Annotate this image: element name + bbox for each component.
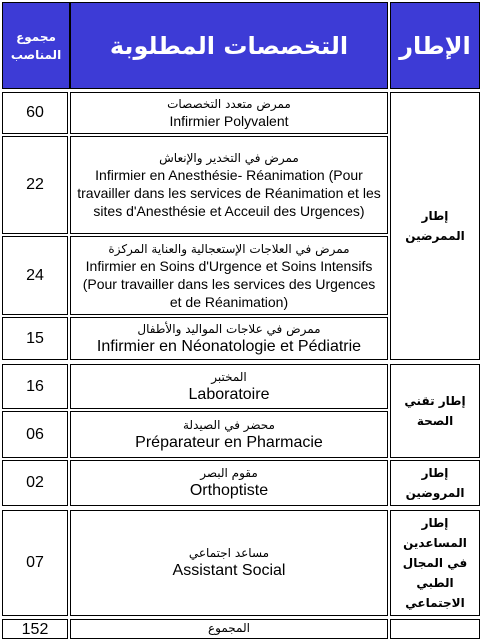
count-cell: 06 [2, 411, 68, 458]
header-count-line2: المناصب [10, 47, 62, 62]
specialty-ar: ممرض متعدد التخصصات [167, 97, 291, 111]
specialty-ar: محضر في الصيدلة [183, 417, 275, 432]
cadre-cell-social-medical-assistants [390, 510, 480, 616]
specialty-cell [70, 236, 388, 315]
specialty-ar: ممرض في علاجات المواليد والأطفال [137, 321, 321, 336]
header-count-line1: مجموع [16, 29, 56, 44]
cadre-label-line1: إطار [421, 209, 449, 223]
cadre-label-line1: إطار [421, 466, 449, 480]
cadre-cell-nurses [390, 92, 480, 360]
specialty-fr: Orthoptiste [189, 482, 269, 499]
cadre-label-line4: الطبي [416, 576, 454, 590]
cadre-label-line2: المساعدين [403, 536, 467, 550]
total-cadre-cell [390, 619, 480, 639]
specialty-cell [70, 411, 388, 458]
specialty-fr: Assistant Social [172, 562, 286, 579]
count-cell: 16 [2, 364, 68, 409]
specialty-fr: Infirmier en Soins d'Urgence et Soins Intensifs (Pour travailler dans les services des Urgences et de Réanimation) [82, 257, 376, 310]
count-cell: 02 [2, 460, 68, 506]
specialty-cell [70, 460, 388, 506]
count-cell: 22 [2, 136, 68, 234]
cadre-cell-health-technicians [390, 364, 480, 458]
specialty-ar: مقوم البصر [200, 466, 258, 480]
cadre-label-line1: إطار تقني [404, 394, 466, 408]
cadre-label-line2: الممرضين [405, 229, 465, 243]
specialty-cell [70, 92, 388, 134]
total-label-cell [70, 619, 388, 639]
count-cell: 15 [2, 317, 68, 360]
specialty-fr: Laboratoire [188, 385, 270, 403]
specialty-cell [70, 364, 388, 409]
header-cadre: الإطار [390, 2, 480, 89]
specialty-ar: ممرض في التخدير والإنعاش [159, 151, 299, 165]
count-cell: 07 [2, 510, 68, 616]
cadre-label-line3: في المجال [402, 556, 468, 570]
specialty-cell [70, 510, 388, 616]
specialty-cell [70, 136, 388, 234]
specialty-fr: Préparateur en Pharmacie [135, 433, 323, 451]
header-specialties: التخصصات المطلوبة [70, 2, 388, 89]
cadre-label-line1: إطار [421, 516, 449, 530]
cadre-label-line5: الاجتماعي [405, 596, 465, 610]
specialty-ar: المختبر [211, 369, 247, 384]
count-cell: 60 [2, 92, 68, 134]
specialty-cell [70, 317, 388, 360]
total-label: المجموع [208, 621, 250, 635]
header-positions-count [2, 2, 70, 89]
cadre-label-line2: الصحة [416, 414, 454, 428]
count-cell: 24 [2, 236, 68, 315]
specialty-fr: Infirmier en Néonatologie et Pédiatrie [96, 337, 362, 355]
total-count-cell: 152 [2, 619, 68, 639]
specialty-fr: Infirmier Polyvalent [169, 113, 289, 129]
specialty-ar: ممرض في العلاجات الإستعجالية والعناية المركزة [108, 241, 350, 256]
specialty-ar: مساعد اجتماعي [188, 546, 270, 560]
cadre-cell-rehabilitators [390, 460, 480, 506]
cadre-label-line2: المروضين [405, 486, 465, 500]
specialty-fr: Infirmier en Anesthésie- Réanimation (Pour travailler dans les services de Réanimation et les sites d'Anesthésie et Acceuil des Urgences) [77, 167, 381, 219]
